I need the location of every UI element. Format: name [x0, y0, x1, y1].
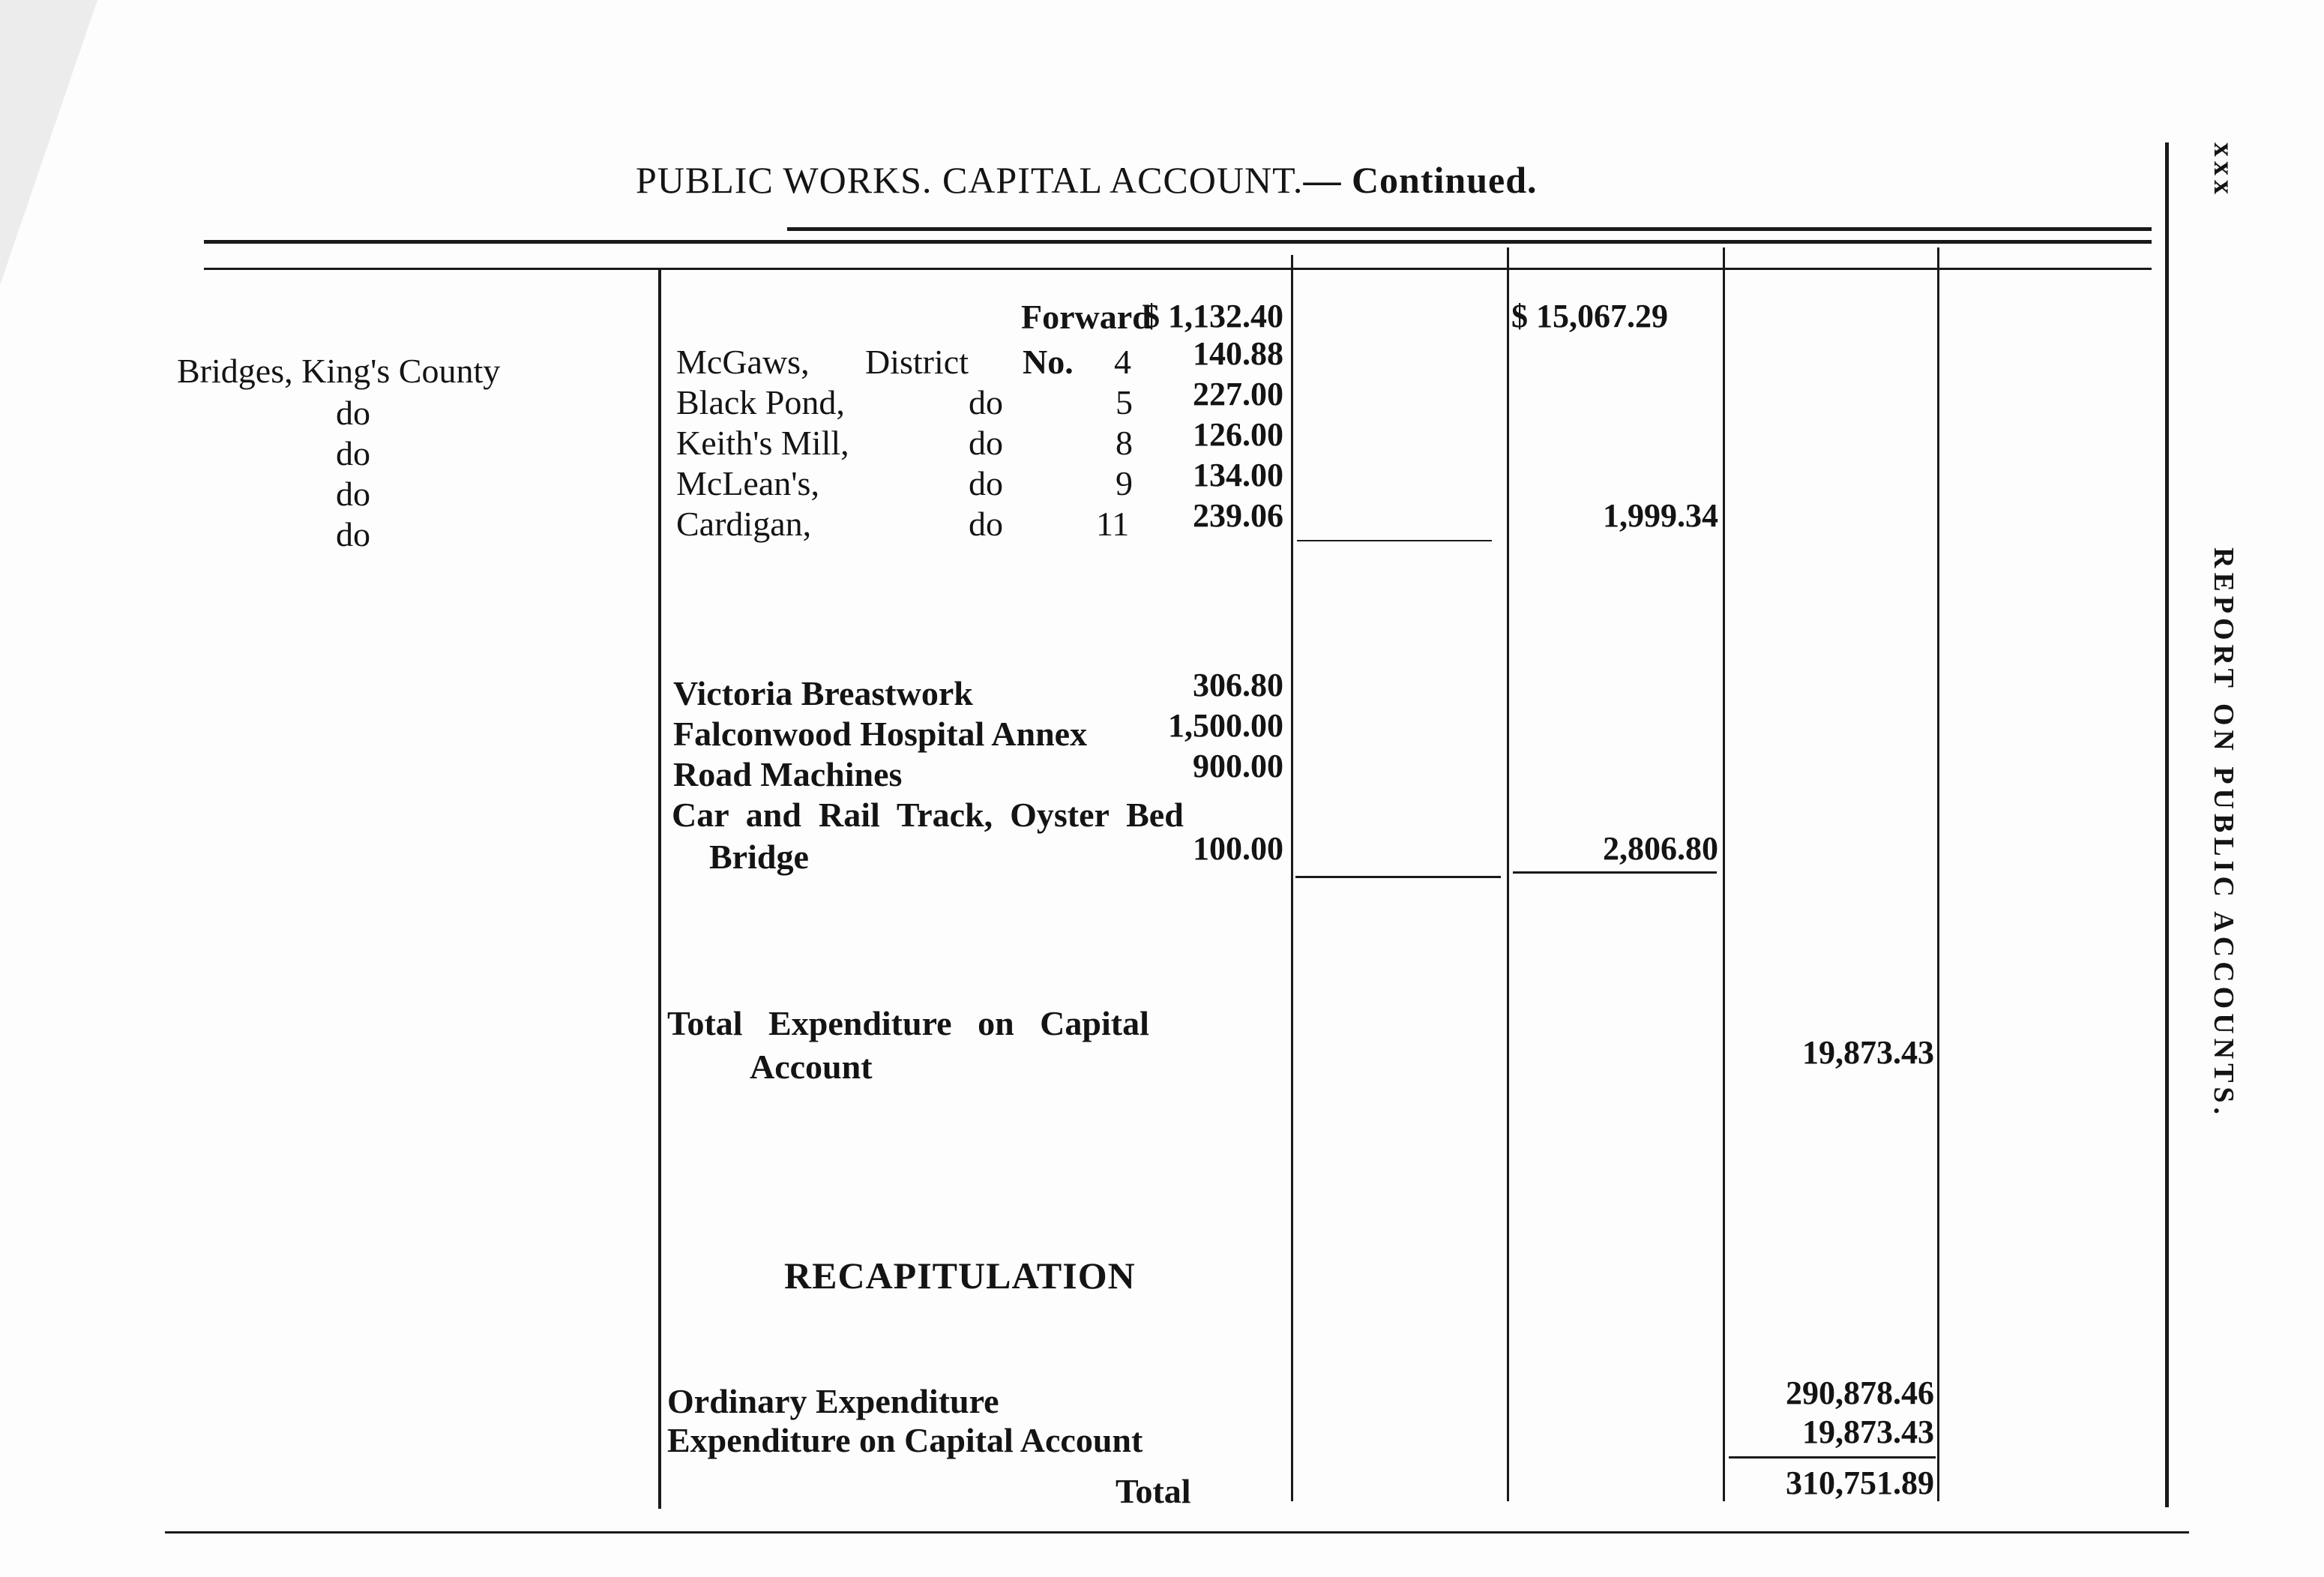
col-divider-amount4: [1937, 247, 1939, 1501]
bridge-no: 8: [1116, 424, 1133, 462]
items-subtotal: 2,806.80: [1603, 830, 1718, 867]
bridge-no: 4: [1114, 343, 1131, 381]
bridge-amount: 134.00: [1193, 457, 1283, 493]
item-label-cont: Bridge: [709, 838, 809, 876]
item-label: Falconwood Hospital Annex: [673, 715, 1088, 753]
page-title: [636, 161, 1538, 199]
recap-label: Ordinary Expenditure: [667, 1382, 999, 1420]
bridge-amount: 227.00: [1193, 376, 1283, 412]
bottom-rule: [165, 1531, 2189, 1534]
col-divider-description: [658, 268, 661, 1509]
col-divider-amount2: [1507, 247, 1509, 1501]
forward-amount-col1: $ 1,132.40: [1143, 298, 1283, 334]
bridge-name: McGaws,: [676, 343, 810, 381]
total-capital-amount: 19,873.43: [1802, 1034, 1934, 1071]
bridge-name: Keith's Mill,: [676, 424, 849, 462]
repeat-mark: do: [336, 394, 370, 432]
bridge-no: 5: [1116, 383, 1133, 421]
bridge-amount: 140.88: [1193, 335, 1283, 372]
recapitulation-heading: RECAPITULATION: [784, 1255, 1136, 1297]
recap-label: Expenditure on Capital Account: [667, 1421, 1143, 1459]
recap-amount: 290,878.46: [1786, 1375, 1934, 1411]
header-rule-thick: [204, 240, 2152, 244]
item-amount: 1,500.00: [1168, 707, 1283, 744]
item-label: Victoria Breastwork: [673, 674, 973, 712]
recap-total-label: Total: [1116, 1472, 1191, 1510]
bridge-no: 9: [1116, 464, 1133, 502]
running-head: REPORT ON PUBLIC ACCOUNTS.: [2208, 547, 2239, 1120]
page-title-suffix: — Continued.: [1303, 159, 1538, 201]
page-marker: xxx: [2208, 142, 2239, 199]
repeat-mark: do: [336, 515, 370, 553]
header-rule-top: [787, 227, 2152, 231]
total-capital-label-cont: Account: [750, 1048, 873, 1086]
bridge-district: do: [969, 424, 1003, 462]
item-amount: 900.00: [1193, 748, 1283, 784]
page-edge-line: [2165, 142, 2169, 1507]
item-amount: 100.00: [1193, 830, 1283, 867]
bridge-no-label: No.: [1023, 343, 1074, 381]
bridge-name: McLean's,: [676, 464, 819, 502]
bridge-name: Cardigan,: [676, 505, 812, 543]
items-rule-col2: [1513, 871, 1717, 874]
page-title-main: PUBLIC WORKS. CAPITAL ACCOUNT.: [636, 159, 1304, 201]
bridge-amount: 126.00: [1193, 416, 1283, 453]
bridges-category: Bridges, King's County: [177, 352, 501, 390]
bridge-amount: 239.06: [1193, 497, 1283, 534]
bridges-subtotal: 1,999.34: [1603, 497, 1718, 534]
forward-label: Forward: [1021, 298, 1152, 336]
bridge-district: do: [969, 383, 1003, 421]
items-rule-col1: [1295, 876, 1501, 878]
repeat-mark: do: [336, 434, 370, 472]
bridges-subtotal-rule: [1297, 540, 1492, 541]
col-divider-amount3: [1723, 247, 1725, 1501]
recap-amount: 19,873.43: [1802, 1414, 1934, 1450]
item-label: Road Machines: [673, 755, 903, 793]
item-amount: 306.80: [1193, 667, 1283, 703]
recap-total-amount: 310,751.89: [1786, 1465, 1934, 1501]
total-capital-label: Total Expenditure on Capital: [667, 1004, 1149, 1042]
bridge-district: District: [865, 343, 969, 381]
bridge-district: do: [969, 464, 1003, 502]
recap-total-rule: [1729, 1456, 1936, 1459]
bridge-district: do: [969, 505, 1003, 543]
page-shadow: [0, 0, 97, 285]
repeat-mark: do: [336, 475, 370, 513]
col-divider-amount1: [1291, 255, 1293, 1501]
header-rule-thin: [204, 268, 2152, 270]
bridge-no: 11: [1096, 505, 1130, 543]
forward-amount-col2: $ 15,067.29: [1511, 298, 1668, 334]
item-label: Car and Rail Track, Oyster Bed: [672, 796, 1184, 834]
bridge-name: Black Pond,: [676, 383, 845, 421]
